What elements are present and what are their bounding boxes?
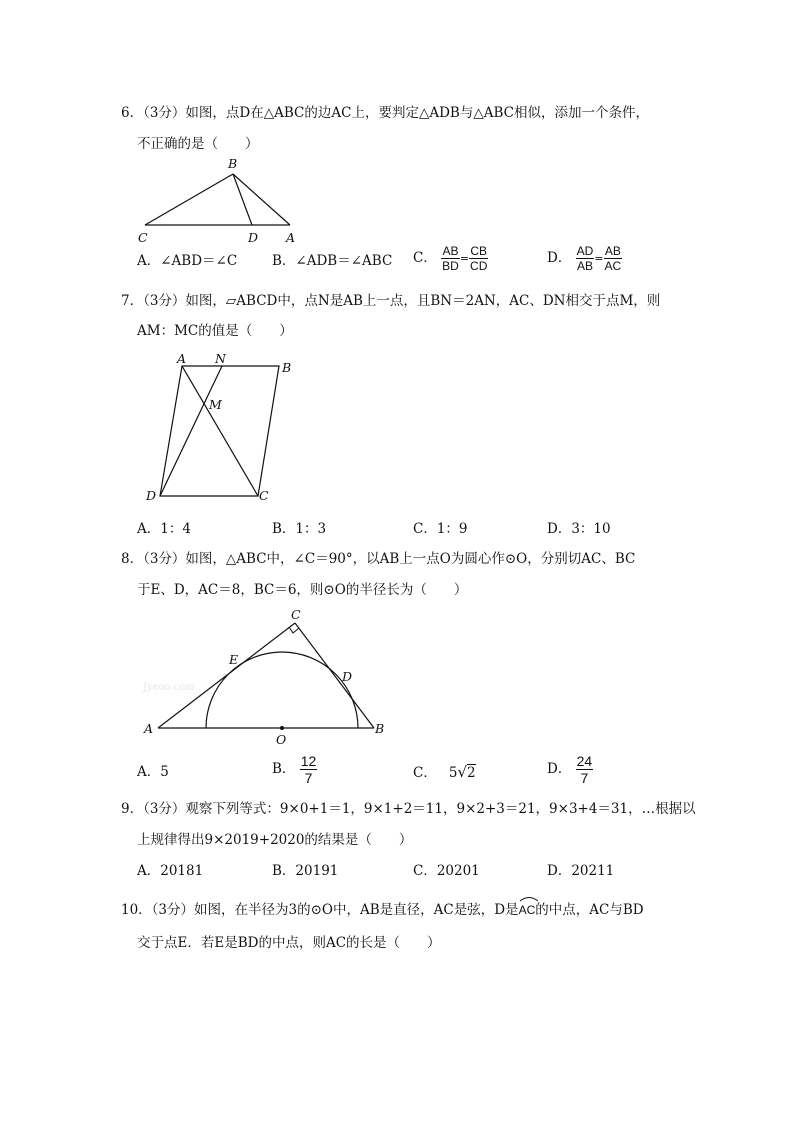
q6-c-den1: BD xyxy=(442,259,459,273)
q6-label-A: A xyxy=(286,230,296,245)
q6-label-D: D xyxy=(248,230,259,245)
q8-b-num: 12 xyxy=(300,753,317,769)
q8-label-B: B xyxy=(375,721,385,736)
q7-label-A: A xyxy=(177,351,187,366)
q8-label-O: O xyxy=(276,732,287,747)
q6-option-c-prefix: C． xyxy=(413,250,437,266)
q10-stem-line2: 交于点E．若E是BD的中点，则AC的长是（ ） xyxy=(137,935,441,951)
q9-stem-line2: 上规律得出9×2019+2020的结果是（ ） xyxy=(137,832,413,848)
q6-c-num2: CB xyxy=(470,244,488,258)
q10-arc-symbol xyxy=(519,894,539,902)
q9-stem-line1: 9．（3分）观察下列等式：9×0+1＝1，9×1+2＝11，9×2+3＝21，9×3+4＝31，…根据以 xyxy=(121,801,696,817)
q8-b-den: 7 xyxy=(304,770,313,786)
q6-c-num1: AB xyxy=(442,244,459,258)
q6-c-den2: CD xyxy=(470,259,488,273)
q7-stem-line2: AM：MC的值是（ ） xyxy=(137,323,293,339)
q6-option-a-text: ∠ABD＝∠C xyxy=(160,253,238,269)
q7-label-D: D xyxy=(146,488,157,503)
q8-side-CB xyxy=(295,623,374,728)
q7-label-N: N xyxy=(215,351,226,366)
q8-option-a[interactable]: A．5 xyxy=(137,764,169,780)
q8-label-E: E xyxy=(229,652,239,667)
q6-c-equals: = xyxy=(459,252,470,265)
q6-d-num1: AD xyxy=(576,244,594,258)
q8-option-d-fraction xyxy=(576,753,594,786)
q9-option-a[interactable]: A．20181 xyxy=(137,863,204,879)
q10-stem-line1-part-a: 10．（3分）如图，在半径为3的⊙O中，AB是直径，AC是弦，D是 xyxy=(121,902,519,918)
q8-option-b[interactable] xyxy=(272,753,317,786)
q8-option-d-prefix: D． xyxy=(547,761,572,777)
q8-c-radical-sign: √ xyxy=(457,763,467,781)
q8-option-d[interactable] xyxy=(547,753,593,786)
q6-stem-line1: 6．（3分）如图，点D在△ABC的边AC上，要判定△ADB与△ABC相似，添加一个条件， xyxy=(121,105,649,121)
q7-option-b[interactable]: B．1：3 xyxy=(272,521,327,537)
q8-d-num: 24 xyxy=(576,753,593,769)
q8-center-O xyxy=(280,726,284,730)
q10-arc-notation xyxy=(519,901,536,919)
q6-d-equals: = xyxy=(594,252,604,265)
q8-label-A: A xyxy=(144,721,154,736)
q9-option-d[interactable]: D．20211 xyxy=(547,863,615,879)
q9-option-b[interactable]: B．20191 xyxy=(272,863,339,879)
q8-label-D: D xyxy=(342,669,353,684)
q7-label-C: C xyxy=(259,488,269,503)
q8-c-coef: 5 xyxy=(448,765,458,781)
q7-label-B: B xyxy=(282,360,292,375)
q8-watermark: Jyeoo.com xyxy=(143,682,195,693)
q7-option-d[interactable]: D．3：10 xyxy=(547,521,611,537)
q8-option-c-prefix: C． xyxy=(413,765,437,781)
q6-option-d-prefix: D． xyxy=(547,250,572,266)
q7-label-M: M xyxy=(209,397,222,412)
q6-d-den1: AB xyxy=(576,259,593,273)
q10-arc-letters: AC xyxy=(518,903,536,917)
q10-stem-line1-part-b: 的中点，AC与BD xyxy=(535,902,644,918)
q8-stem-line1: 8．（3分）如图，△ABC中，∠C＝90°，以AB上一点O为圆心作⊙O，分别切AC、BC xyxy=(121,551,636,567)
q9-option-c[interactable]: C．20201 xyxy=(413,863,480,879)
q8-d-den: 7 xyxy=(580,770,589,786)
q8-option-b-prefix: B． xyxy=(272,761,296,777)
q10-stem-line1 xyxy=(121,901,644,919)
q8-label-C: C xyxy=(291,607,301,622)
q8-stem-line2: 于E、D，AC＝8，BC＝6，则⊙O的半径长为（ ） xyxy=(137,582,468,598)
q6-d-den2: AC xyxy=(604,259,622,273)
q8-option-c[interactable] xyxy=(413,763,476,782)
q8-c-radicand: 2 xyxy=(467,765,476,781)
q6-option-a-prefix: A． xyxy=(137,253,161,269)
q6-label-C: C xyxy=(138,230,148,245)
q6-option-b-text: ∠ADB＝∠ABC xyxy=(295,253,393,269)
q6-d-num2: AB xyxy=(604,244,621,258)
q7-stem-line1: 7．（3分）如图，▱ABCD中，点N是AB上一点，且BN＝2AN，AC、DN相交于点M，则 xyxy=(121,293,661,309)
q7-option-c[interactable]: C．1：9 xyxy=(413,521,468,537)
q8-option-b-fraction xyxy=(300,753,318,786)
q7-option-a[interactable]: A．1：4 xyxy=(137,521,191,537)
q6-label-B: B xyxy=(228,156,238,171)
q6-option-b-prefix: B． xyxy=(272,253,296,269)
q6-stem-line2: 不正确的是（ ） xyxy=(137,136,259,152)
q8-right-angle-mark xyxy=(289,627,299,633)
